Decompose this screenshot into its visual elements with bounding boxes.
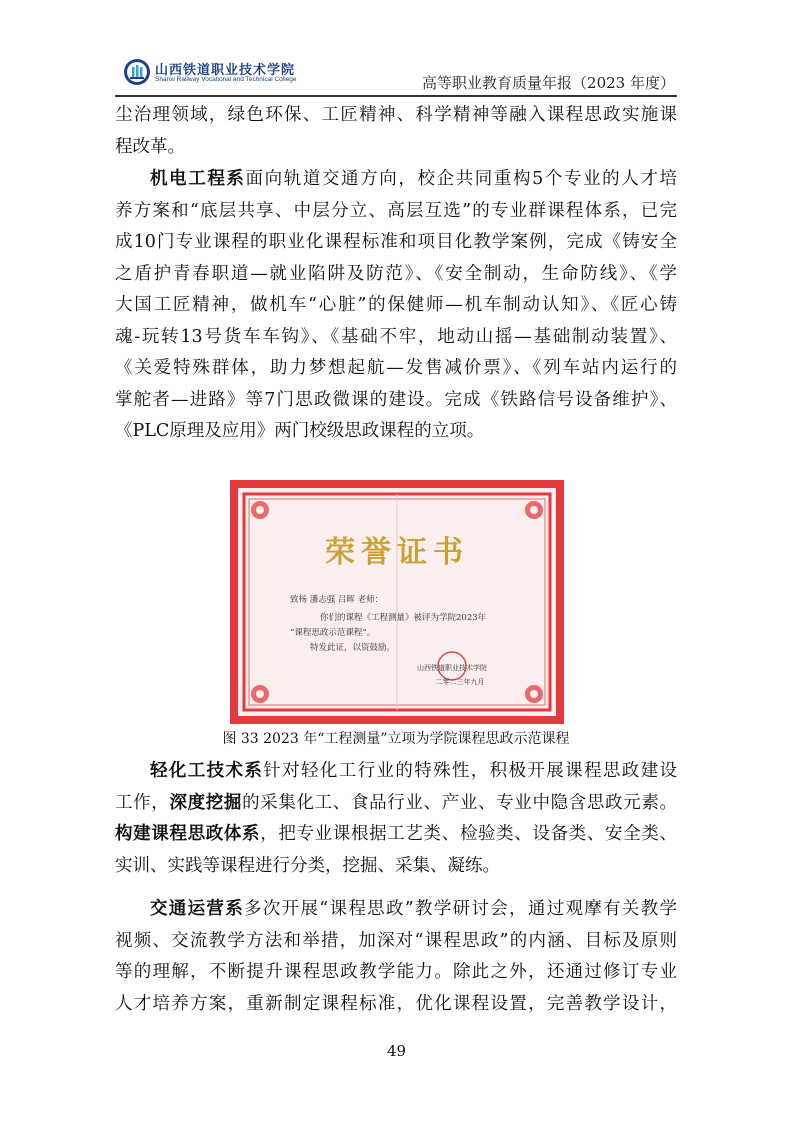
report-title: 高等职业教育质量年报（2023 年度） [422, 74, 675, 92]
paragraph-4 [115, 894, 677, 1020]
college-logo-icon [123, 58, 151, 86]
text-line: 实训、实践等课程进行分类，挖掘、采集、凝练。 [115, 855, 500, 876]
paragraph-3 [115, 756, 677, 882]
text-line: 养方案和“底层共享、中层分立、高层互选”的专业群课程体系，已完 [115, 200, 677, 221]
text-line: 程改革。 [115, 136, 185, 157]
certificate-line-2: “课程思政示范课程”。 [290, 628, 376, 638]
text-line [115, 164, 677, 196]
certificate-recipient: 致杨 潘志强 吕晖 老师： [290, 595, 384, 605]
dept-lead: 轻化工技术系 [150, 761, 264, 781]
text-line: 大国工匠精神，做机车“心脏”的保健师—机车制动认知》、《匠心铸 [115, 295, 677, 315]
text-span: 针对轻化工行业的特殊性，积极开展课程思政建设 [263, 761, 678, 781]
text-line: 之盾护青春职道—就业陷阱及防范》、《安全制动，生命防线》、《学 [115, 263, 677, 284]
figure-caption: 图 33 2023 年“工程测量”立项为学院课程思政示范课程 [222, 731, 570, 747]
page-number: 49 [386, 1042, 407, 1060]
text-line: 尘治理领域，绿色环保、工匠精神、科学精神等融入课程思政实施课 [115, 105, 677, 125]
college-name-cn: 山西铁道职业技术学院 [155, 63, 296, 78]
honor-certificate-image [230, 480, 564, 724]
certificate-date: 二零二三年九月 [435, 678, 485, 686]
paragraph-1 [115, 100, 677, 163]
text-line: 《PLC原理及应用》两门校级思政课程的立项。 [115, 421, 485, 441]
certificate-issuer: 山西铁道职业技术学院 [417, 664, 487, 672]
text-line: 等的理解，不断提升课程思政教学能力。除此之外，还通过修订专业 [115, 962, 677, 982]
text-line: 《关爱特殊群体，助力梦想起航—发售减价票》、《列车站内运行的 [115, 358, 677, 378]
text-span: 工作， [115, 792, 170, 813]
text-span: 多次开展“课程思政”教学研讨会，通过观摩有关教学 [244, 899, 677, 919]
text-line: 人才培养方案，重新制定课程标准，优化课程设置，完善教学设计， [115, 993, 677, 1014]
text-span: ，把专业课根据工艺类、检验类、设备类、安全类、 [260, 824, 678, 844]
certificate-title: 荣誉证书 [325, 535, 469, 570]
text-line [115, 819, 677, 851]
college-name-en: Shanxi Railway Vocational and Technical College [155, 76, 297, 83]
text-line [115, 756, 677, 788]
text-line [115, 788, 677, 820]
header-divider [115, 95, 677, 97]
text-span: 面向轨道交通方向，校企共同重构5个专业的人才培 [245, 169, 677, 189]
bold-phrase: 深度挖掘 [169, 792, 243, 813]
page-header [115, 54, 677, 94]
text-line: 成10门专业课程的职业化课程标准和项目化教学案例，完成《铸安全 [115, 232, 677, 252]
dept-lead: 交通运营系 [150, 899, 245, 919]
text-line: 视频、交流教学方法和举措，加深对“课程思政”的内涵、目标及原则 [115, 930, 677, 951]
certificate-line-1: 你们的课程《工程测量》被评为学院2023年 [320, 613, 487, 623]
bold-phrase: 构建课程思政体系 [115, 824, 261, 844]
text-line [115, 894, 677, 926]
text-line: 掌舵者—进路》等7门思政微课的建设。完成《铁路信号设备维护》、 [115, 389, 677, 410]
paragraph-2 [115, 164, 677, 448]
certificate-line-3: 特发此证，以资鼓励。 [310, 643, 396, 653]
text-span: 的采集化工、食品行业、产业、专业中隐含思政元素。 [242, 792, 678, 813]
dept-lead: 机电工程系 [150, 169, 246, 189]
text-line: 魂-玩转13号货车车钩》、《基础不牢，地动山摇—基础制动装置》、 [115, 326, 677, 347]
